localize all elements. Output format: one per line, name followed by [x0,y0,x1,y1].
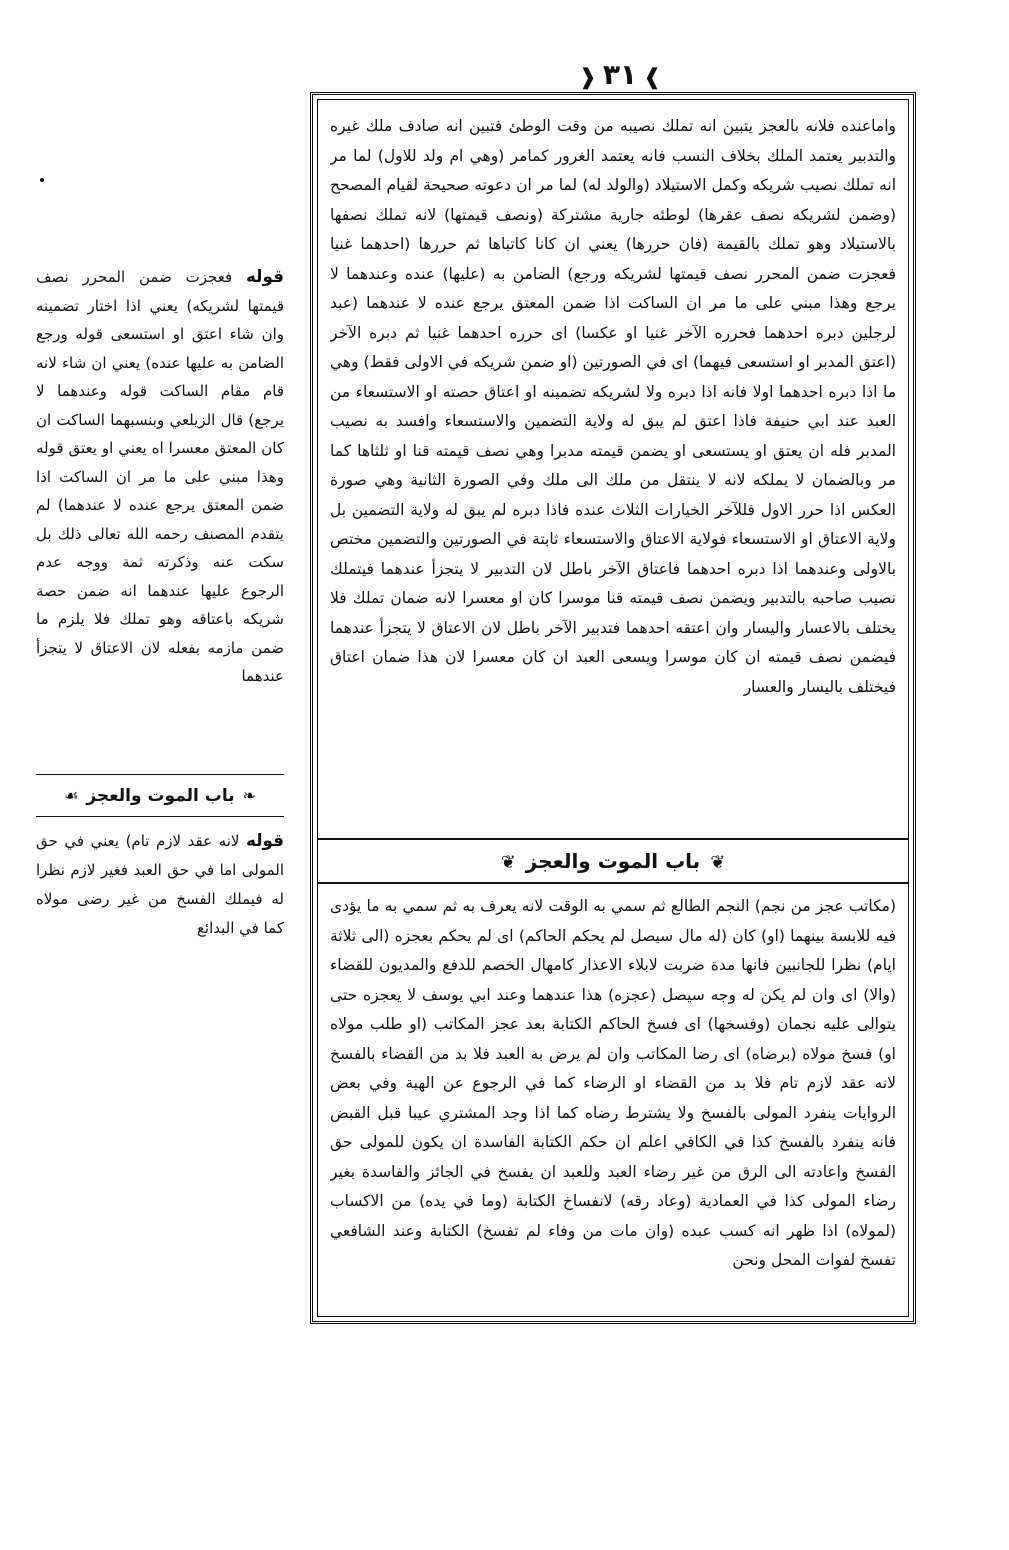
margin-divider-top [36,774,284,775]
page-number [570,55,670,95]
heading-ornament-icon: ❧ [242,786,256,805]
margin-chapter-heading [36,778,284,814]
ornament-left-icon: ❰ [578,65,597,90]
main-text-top: واماعنده فلانه بالعجز يتبين انه تملك نصيبه من وقت الوطئ فتبين انه صادف ملك غيره والتدبير يعتمد الملك بخلاف النسب فانه يعتمد الغرور كمامر (وهي ام ولد للاول) لما مر انه تملك نصيب شريكه وكمل الاستيلاد (والولد له) لما مر ان دعوته صحيحة لقيام المصحح (وضمن لشريكه نصف عقرها) لوطئه جارية مشتركة (ونصف قيمتها) لانه تملك نصفها بالاستيلاد وهو تملك بالقيمة (فان حررها) يعني ان كانا كاتباها ثم حررها (احدهما غنيا فعجزت ضمن المحرر نصف قيمتها لشريكه ورجع) الضامن به (عليها) عنده وعندهما لا يرجع وهذا مبني على ما مر ان الساكت اذا ضمن المعتق يرجع عنده لا عندهما (عبد لرجلين دبره احدهما فحرره الآخر غنيا او عكسا) اى حرره احدهما غنيا ثم دبره الآخر (اعتق المدبر او استسعى فيهما) اى في الصورتين (او ضمن شريكه في الاولى فقط) وهي ما اذا دبره احدهما اولا فانه اذا دبره ولا لشريكه تضمينه او اعتاق حصته او الاستسعاء من العبد عند ابي حنيفة فاذا اعتق لم يبق له ولاية التضمين والاستسعاء وافسد به نصيب المدبر فله ان يعتق او يستسعى او يضمن قيمته مدبرا وهي نصف قيمته قنا او ثلثاها كما مر وبالضمان لا يملكه لانه لا ينتقل من ملك الى ملك وفي الصورة الثانية وهي صورة العكس اذا حرر الاول فللآخر الخيارات الثلاث عنده فاذا دبره لم يبق له ولاية التضمين بل ولاية الاعتاق او الاستسعاء فولاية الاعتاق والاستسعاء ثابتة في الصورتين والتضمين مختص بالاولى وعندهما اذا دبره احدهما فاعتاق الآخر باطل لان التدبير لا يتجزأ عندهما فيتملك نصيب صاحبه بالتدبير ويضمن نصف قيمته قنا موسرا كان او معسرا لانه ضمان تملك فلا يختلف بالاعسار واليسار وان اعتقه احدهما فتدبير الآخر باطل لان الاعتاق لا يتجزأ عندهما فيضمن نصف قيمته ان كان موسرا ويسعى العبد ان كان معسرا لان هذا ضمان اعتاق فيختلف باليسار والعسار [330,117,896,696]
section-divider-top [318,838,908,840]
heading-ornament-icon: ❦ [710,852,726,873]
main-text-bottom: (مكاتب عجز من نجم) النجم الطالع ثم سمي به الوقت لانه يعرف به ثم سمي به ما يؤدى فيه للابسة بينهما (او) كان (له مال سيصل لم يحكم الحاكم) اى لم يحكم بعجزه (الى ثلاثة ايام) نظرا للجانبين فانها مدة ضربت لابلاء الاعذار كامهال الخصم للدفع والمديون للقضاء (والا) اى وان لم يكن له وجه سيصل (عجزه) هذا عندهما وعند ابي يوسف لا يعجزه حتى يتوالى عليه نجمان (وفسخها) اى فسخ الحاكم الكتابة بعد عجز المكاتب (او طلب مولاه او) فسخ مولاه (برضاه) اى رضا المكاتب وان لم يرض به العبد فلا بد من القضاء بالفسخ لانه عقد لازم تام فلا بد من القضاء او الرضاء كما في الرجوع عن الهبة وفي بعض الروايات ينفرد المولى بالفسخ ولا يشترط رضاه كما اذا وجد المشتري عيبا قبل القبض فانه ينفرد بالفسخ كذا في الكافي اعلم ان حكم الكتابة الفاسدة ان يكون للمولى حق الفسخ واعادته الى الرق من غير رضاء العبد وللعبد ان يفسخ في الجائز والفاسدة بغير رضاء المولى كذا في العمادية (وعاد رقه) لانفساخ الكتابة (وما في يده) من الاكساب (لمولاه) اذا ظهر انه كسب عبده (وان مات من وفاء لم تفسخ) الكتابة وعند الشافعي تفسخ لفوات المحل ونحن [330,897,896,1269]
margin-commentary-top [36,262,284,767]
margin-commentary-top-text: فعجزت ضمن المحرر نصف قيمتها لشريكه) يعني اذا اختار تضمينه وان شاء اعتق او استسعى قوله ورجع الضامن به عليها عنده) يعني ان شاء لانه قام مقام الساكت قوله وعندهما لا يرجع) قال الزيلعي وبنسبهما الساكت ان كان المعتق معسرا اه يعني او يعتق قوله وهذا مبني على ما مر ان الساكت اذا ضمن المعتق يرجع عنده لا عندهما) لم يتقدم المصنف رحمه الله تعالى ذلك بل سكت عنه وذكرته ثمة ووجه عدم الرجوع عليها عندهما انه ضمن حصة شريكه باعتاقه وهو تملك فلا يلزم ما ضمن مازمه بفعله لان الاعتاق لا يتجزأ عندهما [36,268,284,685]
ornament-right-icon: ❱ [643,65,662,90]
main-text-frame [310,92,916,1324]
margin-divider-bottom [36,816,284,817]
chapter-heading [318,842,908,880]
heading-ornament-icon: ❦ [500,852,516,873]
margin-commentary-bottom [36,826,284,976]
heading-ornament-icon: ☙ [64,786,79,805]
main-text-frame-inner [317,99,909,1317]
page-number-value: ٣١ [602,58,638,91]
margin-chapter-heading-title: باب الموت والعجز [86,786,235,806]
stray-mark [40,178,44,182]
chapter-heading-title: باب الموت والعجز [525,849,701,873]
section-divider-bottom [318,882,908,884]
commentary-keyword: قوله [245,266,284,286]
margin-commentary-bottom-text: لانه عقد لازم تام) يعني في حق المولى اما في حق العبد فغير لازم نظرا له فيملك الفسخ من غير رضى مولاه كما في البدائع [36,832,284,937]
commentary-keyword: قوله [246,830,284,850]
